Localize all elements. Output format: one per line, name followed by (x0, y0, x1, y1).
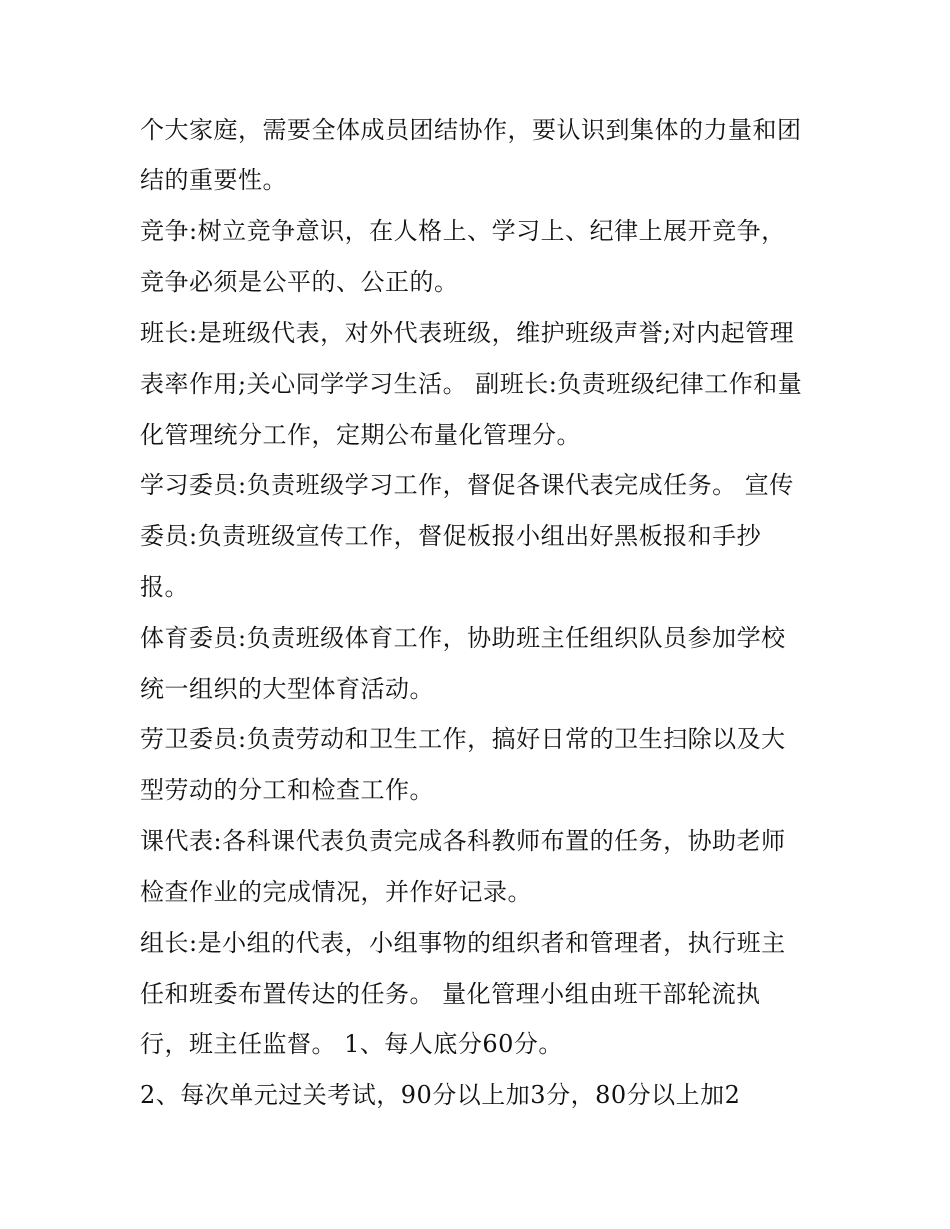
text-line: 个大家庭，需要全体成员团结协作，要认识到集体的力量和团 (140, 116, 802, 144)
text-line: 学习委员:负责班级学习工作，督促各课代表完成任务。 宣传 (140, 471, 794, 499)
text-line: 检查作业的完成情况，并作好记录。 (140, 878, 532, 906)
text-line: 统一组织的大型体育活动。 (140, 675, 434, 703)
text-line: 表率作用;关心同学学习生活。 副班长:负责班级纪律工作和量 (140, 370, 803, 398)
text-line: 课代表:各科课代表负责完成各科教师布置的任务，协助老师 (140, 827, 786, 855)
text-line: 劳卫委员:负责劳动和卫生工作，搞好日常的卫生扫除以及大 (140, 725, 786, 753)
text-line: 结的重要性。 (140, 166, 287, 194)
text-line: 班长:是班级代表，对外代表班级，维护班级声誉;对内起管理 (140, 319, 795, 347)
text-line: 行，班主任监督。 1、每人底分60分。 (140, 1030, 563, 1058)
text-line: 化管理统分工作，定期公布量化管理分。 (140, 421, 581, 449)
text-line: 型劳动的分工和检查工作。 (140, 776, 434, 804)
text-line: 竞争必须是公平的、公正的。 (140, 268, 459, 296)
text-line: 报。 (140, 573, 189, 601)
text-line: 委员:负责班级宣传工作，督促板报小组出好黑板报和手抄 (140, 522, 762, 550)
text-line: 竞争:树立竞争意识，在人格上、学习上、纪律上展开竞争， (140, 217, 786, 245)
text-line: 体育委员:负责班级体育工作，协助班主任组织队员参加学校 (140, 624, 786, 652)
text-line: 任和班委布置传达的任务。 量化管理小组由班干部轮流执 (140, 980, 761, 1008)
text-line: 组长:是小组的代表，小组事物的组织者和管理者，执行班主 (140, 929, 786, 957)
text-line: 2、每次单元过关考试，90分以上加3分，80分以上加2 (140, 1081, 741, 1109)
